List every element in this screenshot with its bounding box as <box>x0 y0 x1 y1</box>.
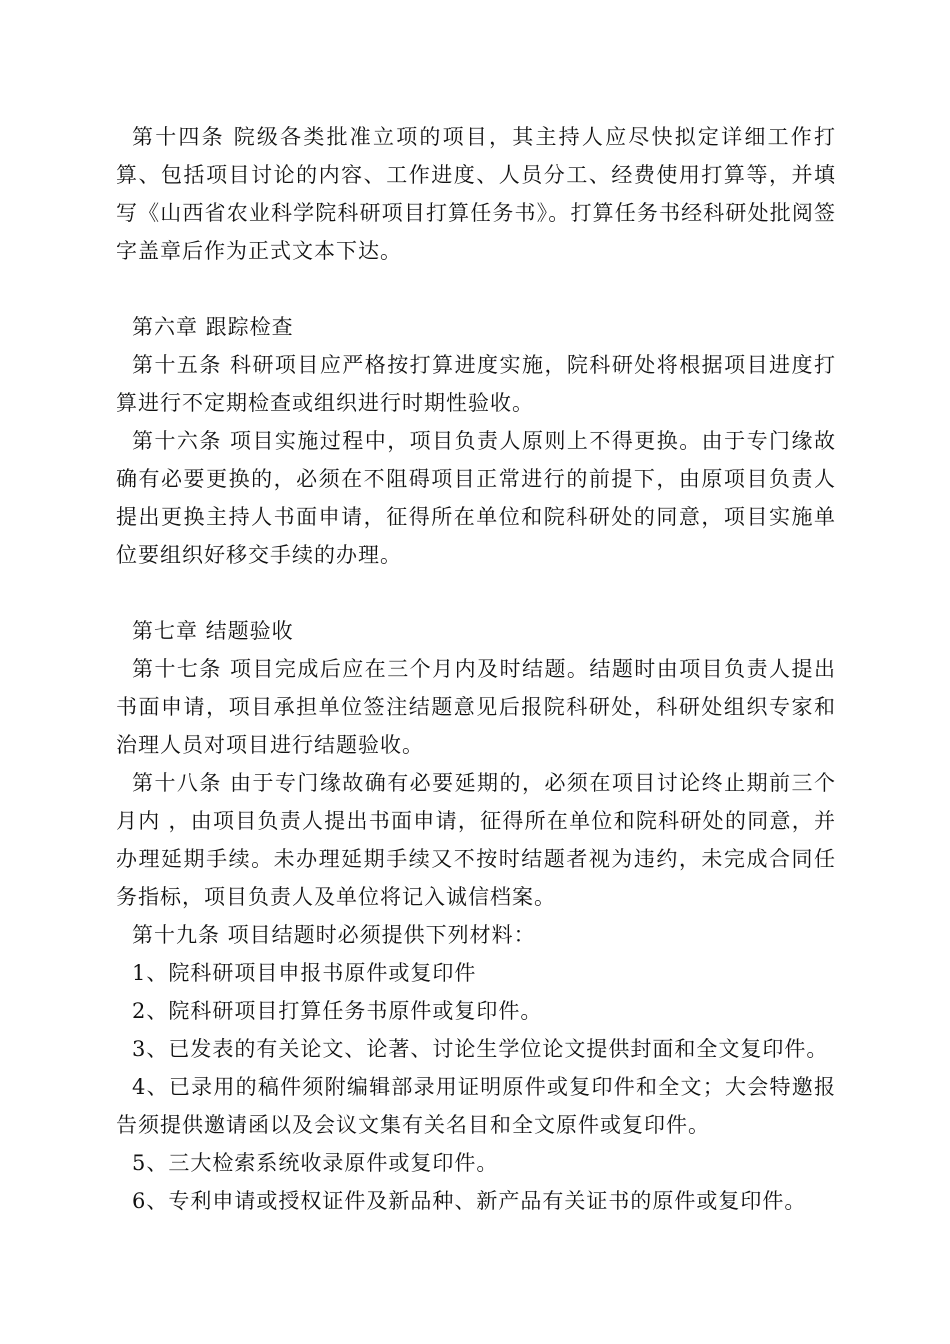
list-item: 6、专利申请或授权证件及新品种、新产品有关证书的原件或复印件。 <box>132 1189 807 1213</box>
list-item: 1、院科研项目申报书原件或复印件 <box>132 961 477 985</box>
list-item: 3、已发表的有关论文、论著、讨论生学位论文提供封面和全文复印件。 <box>132 1037 829 1061</box>
article-17: 第十七条 项目完成后应在三个月内及时结题。结题时由项目负责人提出书面申请，项目承担单位签注结题意见后报院科研处，科研处组织专家和治理人员对项目进行结题验收。 <box>116 657 836 757</box>
chapter-6-heading: 第六章 跟踪检查 <box>132 315 294 339</box>
spacer <box>116 270 836 308</box>
list-item: 2、院科研项目打算任务书原件或复印件。 <box>132 999 543 1023</box>
article-16: 第十六条 项目实施过程中，项目负责人原则上不得更换。由于专门缘故确有必要更换的，必须在不阻碍项目正常进行的前提下，由原项目负责人提出更换主持人书面申请，征得所在单位和院科研处的同意，项目实施单位要组织好移交手续的办理。 <box>116 429 836 567</box>
article-19: 第十九条 项目结题时必须提供下列材料： <box>132 923 536 947</box>
spacer <box>116 574 836 612</box>
chapter-7-heading: 第七章 结题验收 <box>132 619 294 643</box>
document-page <box>116 118 836 1220</box>
article-15: 第十五条 科研项目应严格按打算进度实施，院科研处将根据项目进度打算进行不定期检查或组织进行时期性验收。 <box>116 353 836 415</box>
article-14: 第十四条 院级各类批准立项的项目，其主持人应尽快拟定详细工作打算、包括项目讨论的内容、工作进度、人员分工、经费使用打算等，并填写《山西省农业科学院科研项目打算任务书》。打算任务书经科研处批阅签字盖章后作为正式文本下达。 <box>116 125 836 263</box>
article-18: 第十八条 由于专门缘故确有必要延期的，必须在项目讨论终止期前三个月内 ，由项目负责人提出书面申请，征得所在单位和院科研处的同意，并办理延期手续。未办理延期手续又不按时结题者视为违约，未完成合同任务指标，项目负责人及单位将记入诚信档案。 <box>116 771 836 909</box>
list-item: 4、已录用的稿件须附编辑部录用证明原件或复印件和全文；大会特邀报告须提供邀请函以及会议文集有关名目和全文原件或复印件。 <box>116 1075 836 1137</box>
list-item: 5、三大检索系统收录原件或复印件。 <box>132 1151 499 1175</box>
